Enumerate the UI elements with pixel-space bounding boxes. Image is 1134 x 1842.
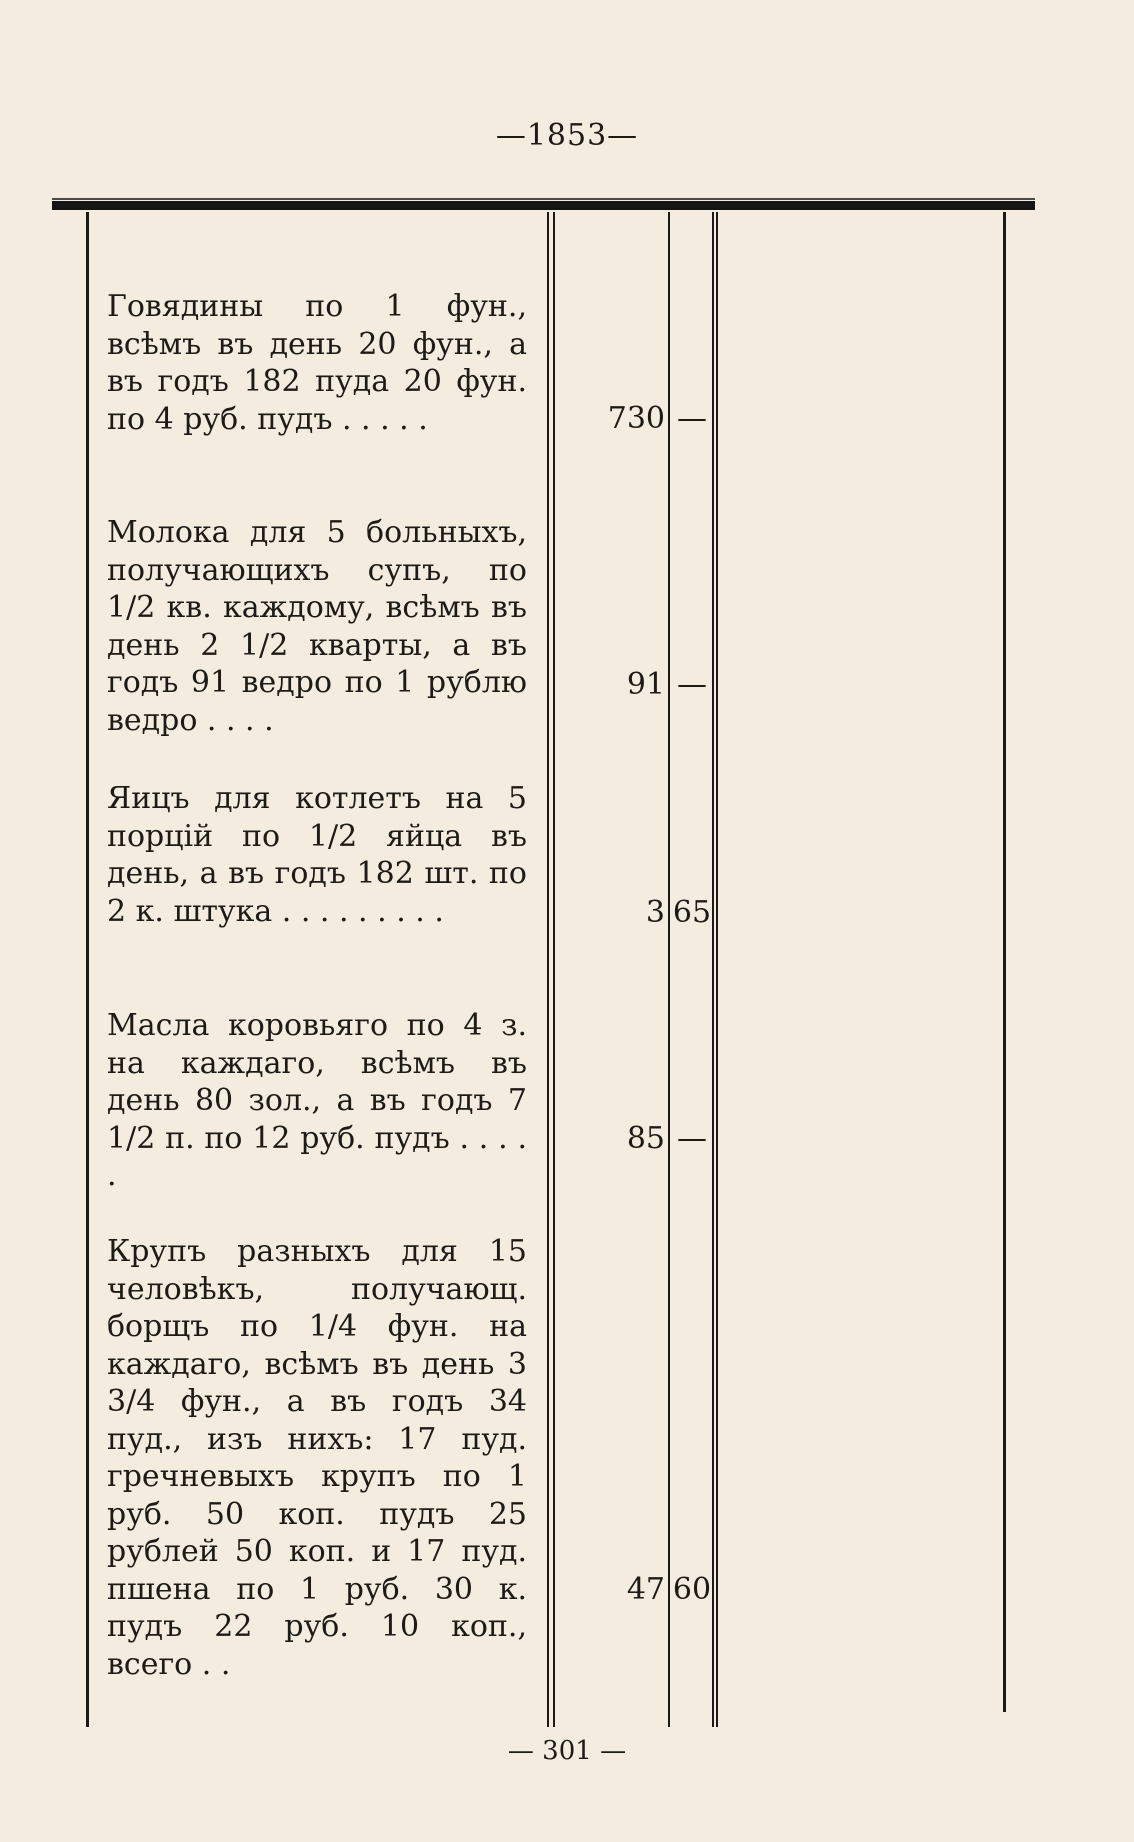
amount-kopecks: — (677, 667, 707, 702)
page-number: — 301 — (507, 1736, 627, 1766)
entry-butter (107, 1007, 527, 1195)
amount-kopecks: — (677, 401, 707, 436)
entry-eggs (107, 780, 527, 930)
text-column-rule (547, 212, 549, 1727)
right-border-rule (1003, 212, 1006, 1712)
entry-text: Молока для 5 больныхъ, получающихъ супъ, по 1/2 кв. каждому, всѣмъ въ день 2 1/2 кварты, а въ годъ 91 ведро по 1 рублю ведро . . . . (107, 515, 527, 738)
kopecks-column-rule (712, 212, 714, 1727)
entry-text: Крупъ разныхъ для 15 человѣкъ, получающ. борщъ по 1/4 фун. на каждаго, всѣмъ въ день 3 3/4 фун., а въ годъ 34 пуд., изъ нихъ: 17 пуд. гречневыхъ крупъ по 1 руб. 50 коп. пудъ 25 рублей 50 коп. и 17 пуд. пшена по 1 руб. 30 к. пудъ 22 руб. 10 коп., всего . . (107, 1234, 527, 1682)
entry-milk (107, 514, 527, 739)
amount-rubles: 47 (626, 1572, 665, 1607)
amount-rubles: 3 (645, 895, 665, 930)
text-column-rule-double (553, 212, 555, 1727)
entry-groats (107, 1233, 527, 1683)
rubles-column-rule (668, 212, 670, 1727)
amount-rubles: 85 (626, 1121, 665, 1156)
entry-text: Яицъ для котлетъ на 5 порцій по 1/2 яйца въ день, а въ годъ 182 шт. по 2 к. штука . . . . . . . . . (107, 781, 527, 929)
header-rule-thick (52, 201, 1035, 210)
entry-beef (107, 288, 527, 438)
entry-text: Говядины по 1 фун., всѣмъ въ день 20 фун., а въ годъ 182 пуда 20 фун. по 4 руб. пудъ . . . . . (107, 289, 527, 437)
amount-rubles: 730 (607, 401, 665, 436)
left-border-rule (86, 212, 89, 1727)
kopecks-column-rule-double (716, 212, 718, 1727)
header-rule-thin (52, 198, 1035, 200)
amount-kopecks: — (677, 1121, 707, 1156)
amount-kopecks: 65 (672, 895, 712, 930)
amount-rubles: 91 (626, 667, 665, 702)
entry-text: Масла коровьяго по 4 з. на каждаго, всѣмъ въ день 80 зол., а въ годъ 7 1/2 п. по 12 руб. пудъ . . . . . (107, 1008, 527, 1193)
page-header-year: —1853— (495, 118, 639, 153)
amount-kopecks: 60 (672, 1572, 712, 1607)
